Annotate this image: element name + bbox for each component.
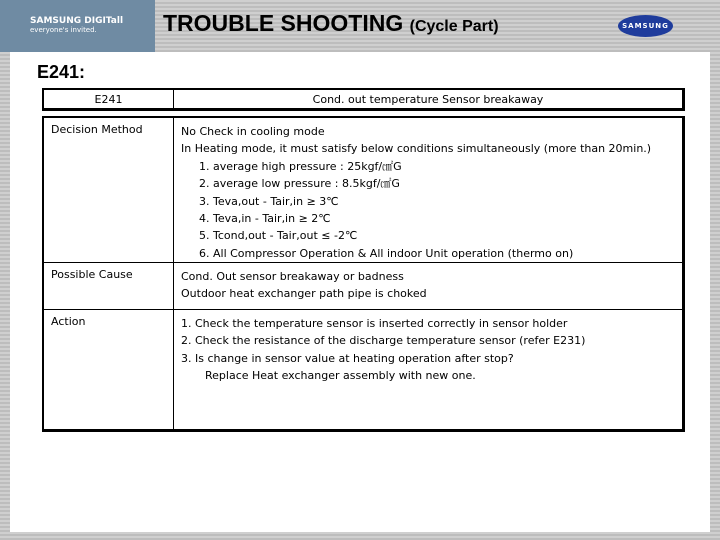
title-suffix: (Cycle Part) [409, 18, 499, 35]
line: In Heating mode, it must satisfy below conditions simultaneously (more than 20min.) [181, 142, 652, 156]
line: 6. All Compressor Operation & All indoor Unit operation (thermo on) [199, 246, 574, 260]
line: 3. Teva,out - Tair,in ≥ 3℃ [199, 194, 339, 208]
samsung-logo: SAMSUNG [618, 15, 673, 37]
table-row [44, 118, 682, 263]
line: No Check in cooling mode [181, 125, 325, 138]
error-code: E241 [44, 90, 174, 108]
logo-subtext: everyone's invited. [30, 26, 97, 34]
row-label: Possible Cause [44, 263, 174, 309]
line: 1. average high pressure : 25kgf/㎠G [199, 159, 402, 173]
line: 2. average low pressure : 8.5kgf/㎠G [199, 177, 400, 191]
row-label: Decision Method [44, 118, 174, 262]
error-description: Cond. out temperature Sensor breakaway [312, 93, 544, 106]
line: Outdoor heat exchanger path pipe is choked [181, 287, 427, 301]
row-label: Action [44, 310, 174, 429]
trouble-table [42, 116, 685, 432]
title-main: TROUBLE SHOOTING [163, 10, 404, 36]
line: 5. Tcond,out - Tair,out ≤ -2℃ [199, 229, 358, 243]
logo-text: SAMSUNG DIGITall [30, 16, 124, 26]
line: 4. Teva,in - Tair,in ≥ 2℃ [199, 212, 331, 226]
samsung-digitall-logo [30, 17, 123, 35]
error-code-heading: E241: [37, 62, 86, 82]
row-value [174, 263, 682, 309]
line: 2. Check the resistance of the discharge temperature sensor (refer E231) [181, 334, 586, 348]
page-title [163, 10, 499, 37]
table-row [44, 310, 682, 429]
table-row [44, 263, 682, 310]
line: Cond. Out sensor breakaway or badness [181, 270, 404, 283]
line: 1. Check the temperature sensor is inserted correctly in sensor holder [181, 317, 568, 330]
table-header-row [42, 88, 685, 111]
row-value [174, 118, 682, 262]
line: 3. Is change in sensor value at heating operation after stop? [181, 351, 514, 365]
header-left-block [0, 0, 155, 52]
row-value [174, 310, 682, 429]
line: Replace Heat exchanger assembly with new one. [205, 369, 476, 383]
